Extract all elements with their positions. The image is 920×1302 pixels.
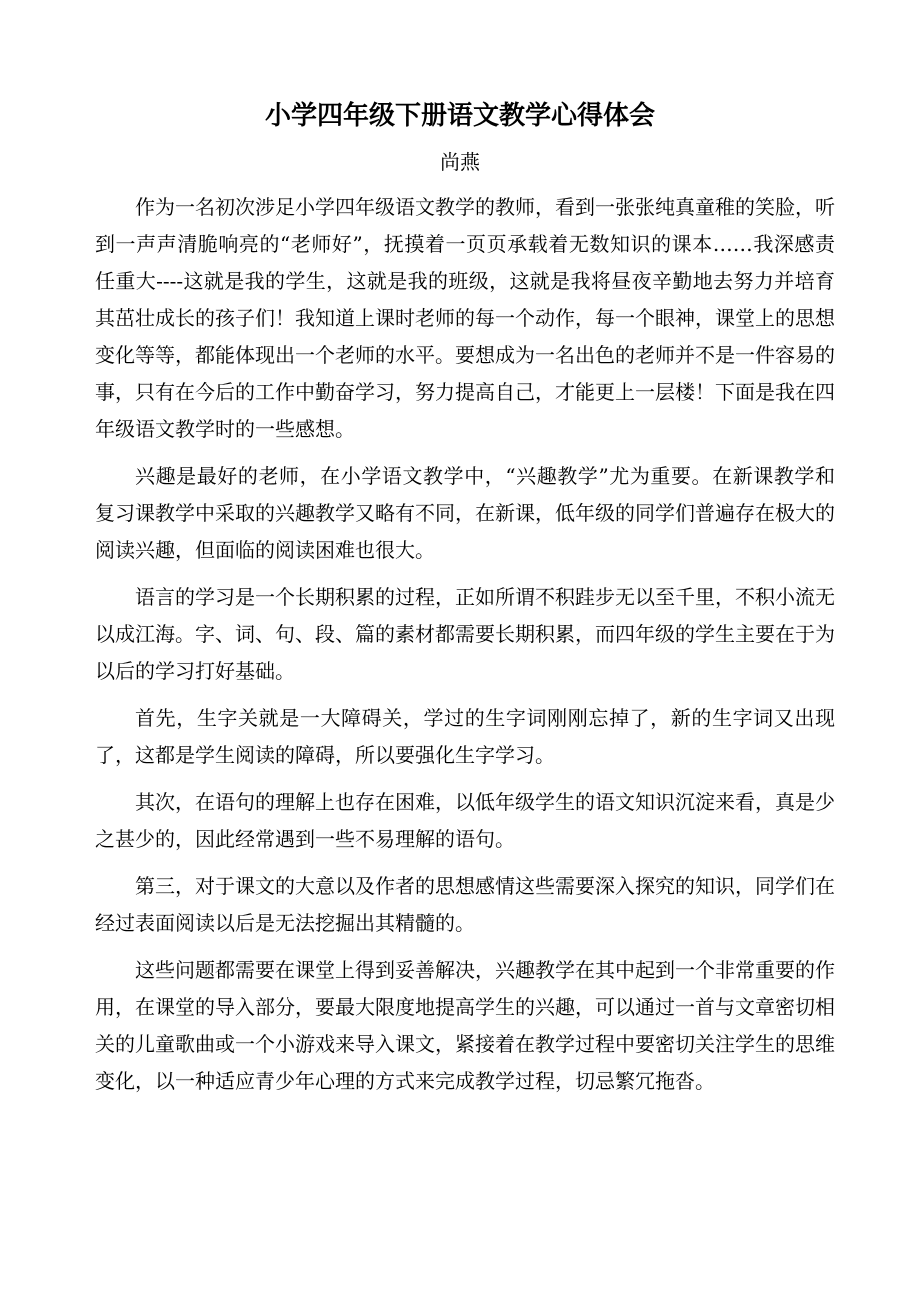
paragraph-second: 其次，在语句的理解上也存在困难，以低年级学生的语文知识沉淀来看，真是少之甚少的，因此经常遇到一些不易理解的语句。 <box>95 790 835 851</box>
paragraph-conclusion: 这些问题都需要在课堂上得到妥善解决，兴趣教学在其中起到一个非常重要的作用，在课堂的导入部分，要最大限度地提高学生的兴趣，可以通过一首与文章密切相关的儿童歌曲或一个小游戏来导入课文，紧接着在教学过程中要密切关注学生的思维变化，以一种适应青少年心理的方式来完成教学过程，切忌繁冗拖沓。 <box>95 958 835 1093</box>
document-body <box>95 189 835 1100</box>
paragraph-third: 第三，对于课文的大意以及作者的思想感情这些需要深入探究的知识，同学们在经过表面阅读以后是无法挖掘出其精髓的。 <box>95 874 835 935</box>
author-name: 尚燕 <box>440 150 480 174</box>
paragraph-first: 首先，生字关就是一大障碍关，学过的生字词刚刚忘掉了，新的生字词又出现了，这都是学生阅读的障碍，所以要强化生字学习。 <box>95 706 835 767</box>
document-title: 小学四年级下册语文教学心得体会 <box>264 101 655 131</box>
paragraph-interest: 兴趣是最好的老师，在小学语文教学中，“兴趣教学”尤为重要。在新课教学和复习课教学中采取的兴趣教学又略有不同，在新课，低年级的同学们普遍存在极大的阅读兴趣，但面临的阅读困难也很大。 <box>95 464 835 562</box>
paragraph-language: 语言的学习是一个长期积累的过程，正如所谓不积跬步无以至千里，不积小流无以成江海。字、词、句、段、篇的素材都需要长期积累，而四年级的学生主要在于为以后的学习打好基础。 <box>95 585 835 683</box>
paragraph-intro: 作为一名初次涉足小学四年级语文教学的教师，看到一张张纯真童稚的笑脸，听到一声声清脆响亮的“老师好”，抚摸着一页页承载着无数知识的课本……我深感责任重大----这就是我的学生，这就是我的班级，这就是我将昼夜辛勤地去努力并培育其茁壮成长的孩子们！我知道上课时老师的每一个动作，每一个眼神，课堂上的思想变化等等，都能体现出一个老师的水平。要想成为一名出色的老师并不是一件容易的事，只有在今后的工作中勤奋学习，努力提高自己，才能更上一层楼！下面是我在四年级语文教学时的一些感想。 <box>95 195 835 441</box>
